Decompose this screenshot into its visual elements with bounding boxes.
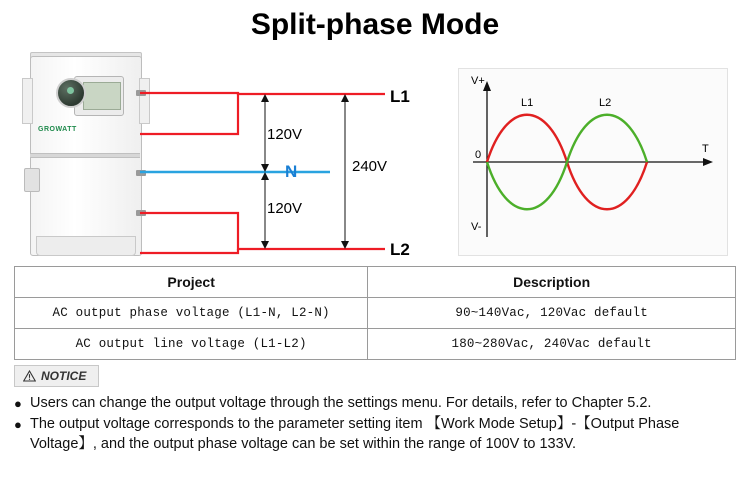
list-item <box>14 393 736 413</box>
list-item <box>14 414 736 454</box>
spec-table <box>14 266 736 360</box>
notice-item-text: The output voltage corresponds to the parameter setting item 【Work Mode Setup】-【Output Phase Voltage】, and the output phase voltage can be set within the range of 100V to 133V. <box>30 416 680 452</box>
table-cell-description: 90~140Vac, 120Vac default <box>368 298 736 329</box>
table-row <box>15 329 736 360</box>
waveform-y-top-label: V+ <box>471 75 485 87</box>
waveform-curve-l1-label: L1 <box>521 97 534 109</box>
table-row <box>15 298 736 329</box>
waveform-y-bottom-label: V- <box>471 221 482 233</box>
bullet-glyph: ● <box>14 396 22 411</box>
waveform-x-label: T <box>702 143 709 155</box>
label-voltage-top: 120V <box>267 126 303 143</box>
label-voltage-bottom: 120V <box>267 200 303 217</box>
waveform-panel <box>458 68 728 256</box>
label-n: N <box>285 162 298 181</box>
label-l2: L2 <box>390 240 410 259</box>
inverter-brand-label: GROWATT <box>38 126 77 133</box>
notice-list <box>14 393 736 454</box>
notice-block <box>14 365 736 455</box>
waveform-svg <box>459 69 727 255</box>
waveform-curve-l2-label: L2 <box>599 97 612 109</box>
waveform-origin-label: 0 <box>475 149 482 161</box>
label-l1: L1 <box>390 87 410 106</box>
table-cell-project: AC output line voltage (L1-L2) <box>15 329 368 360</box>
page-title: Split-phase Mode <box>250 8 500 41</box>
bullet-glyph: ● <box>14 417 22 432</box>
table-header-project: Project <box>15 267 368 298</box>
notice-badge-label: NOTICE <box>41 369 87 383</box>
table-header-description: Description <box>368 267 736 298</box>
table-cell-description: 180~280Vac, 240Vac default <box>368 329 736 360</box>
label-voltage-line: 240V <box>352 158 388 175</box>
notice-badge <box>14 365 99 387</box>
warning-triangle-icon <box>23 370 36 382</box>
table-cell-project: AC output phase voltage (L1-N, L2-N) <box>15 298 368 329</box>
table-header-row <box>15 267 736 298</box>
notice-item-text: Users can change the output voltage through the settings menu. For details, refer to Chapter 5.2. <box>30 395 652 411</box>
wiring-diagram <box>0 48 750 263</box>
